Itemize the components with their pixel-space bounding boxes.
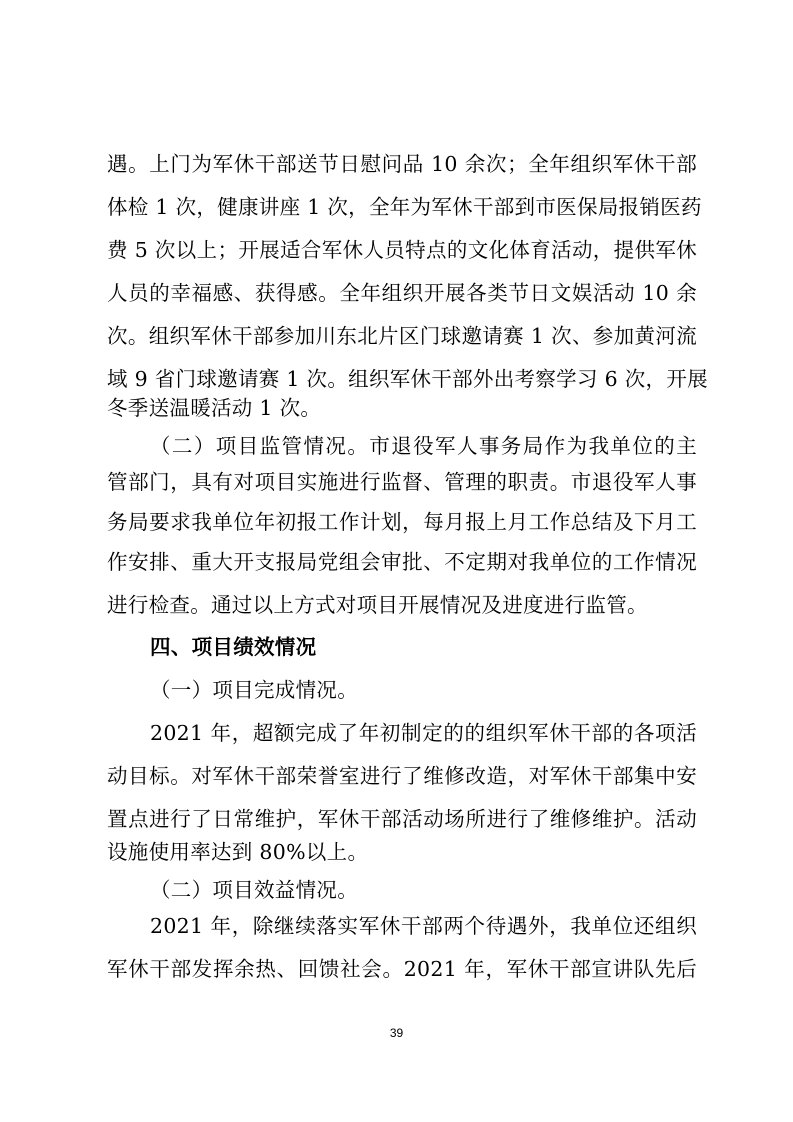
page-number: 39 <box>389 1026 404 1040</box>
body-text-line: 2021 年，除继续落实军休干部两个待遇外，我单位还组织 <box>150 914 697 938</box>
body-text-line: 次。组织军休干部参加川东北片区门球邀请赛 1 次、参加黄河流 <box>107 324 697 348</box>
section-heading: 四、项目绩效情况 <box>150 635 317 659</box>
section-subheading-line: （二）项目监管情况。市退役军人事务局作为我单位的主 <box>150 434 697 458</box>
body-text-line: 费 5 次以上；开展适合军休人员特点的文化体育活动，提供军休 <box>107 238 697 262</box>
body-text-line: 设施使用率达到 80%以上。 <box>107 840 369 864</box>
body-text-line: 人员的幸福感、获得感。全年组织开展各类节日文娱活动 10 余 <box>107 281 697 305</box>
body-text-line: 军休干部发挥余热、回馈社会。2021 年，军休干部宣讲队先后 <box>107 957 697 981</box>
body-text-line: 置点进行了日常维护，军休干部活动场所进行了维修维护。活动 <box>107 807 697 831</box>
body-text-line: 管部门，具有对项目实施进行监督、管理的职责。市退役军人事 <box>107 470 697 494</box>
body-text-line: 域 9 省门球邀请赛 1 次。组织军休干部外出考察学习 6 次，开展 <box>107 367 708 391</box>
body-text-line: 遇。上门为军休干部送节日慰问品 10 余次；全年组织军休干部 <box>107 152 697 176</box>
body-text-line: 务局要求我单位年初报工作计划，每月报上月工作总结及下月工 <box>107 510 697 534</box>
body-text-line: 动目标。对军休干部荣誉室进行了维修改造，对军休干部集中安 <box>107 764 697 788</box>
body-text-line: 冬季送温暖活动 1 次。 <box>107 396 322 420</box>
subsection-heading: （二）项目效益情况。 <box>150 878 358 902</box>
body-text-line: 进行检查。通过以上方式对项目开展情况及进度进行监管。 <box>107 593 648 617</box>
body-text-line: 体检 1 次，健康讲座 1 次，全年为军休干部到市医保局报销医药 <box>107 195 702 219</box>
body-text-line: 作安排、重大开支报局党组会审批、不定期对我单位的工作情况 <box>107 550 697 574</box>
body-text-line: 2021 年，超额完成了年初制定的的组织军休干部的各项活 <box>150 721 697 745</box>
subsection-heading: （一）项目完成情况。 <box>150 678 358 702</box>
